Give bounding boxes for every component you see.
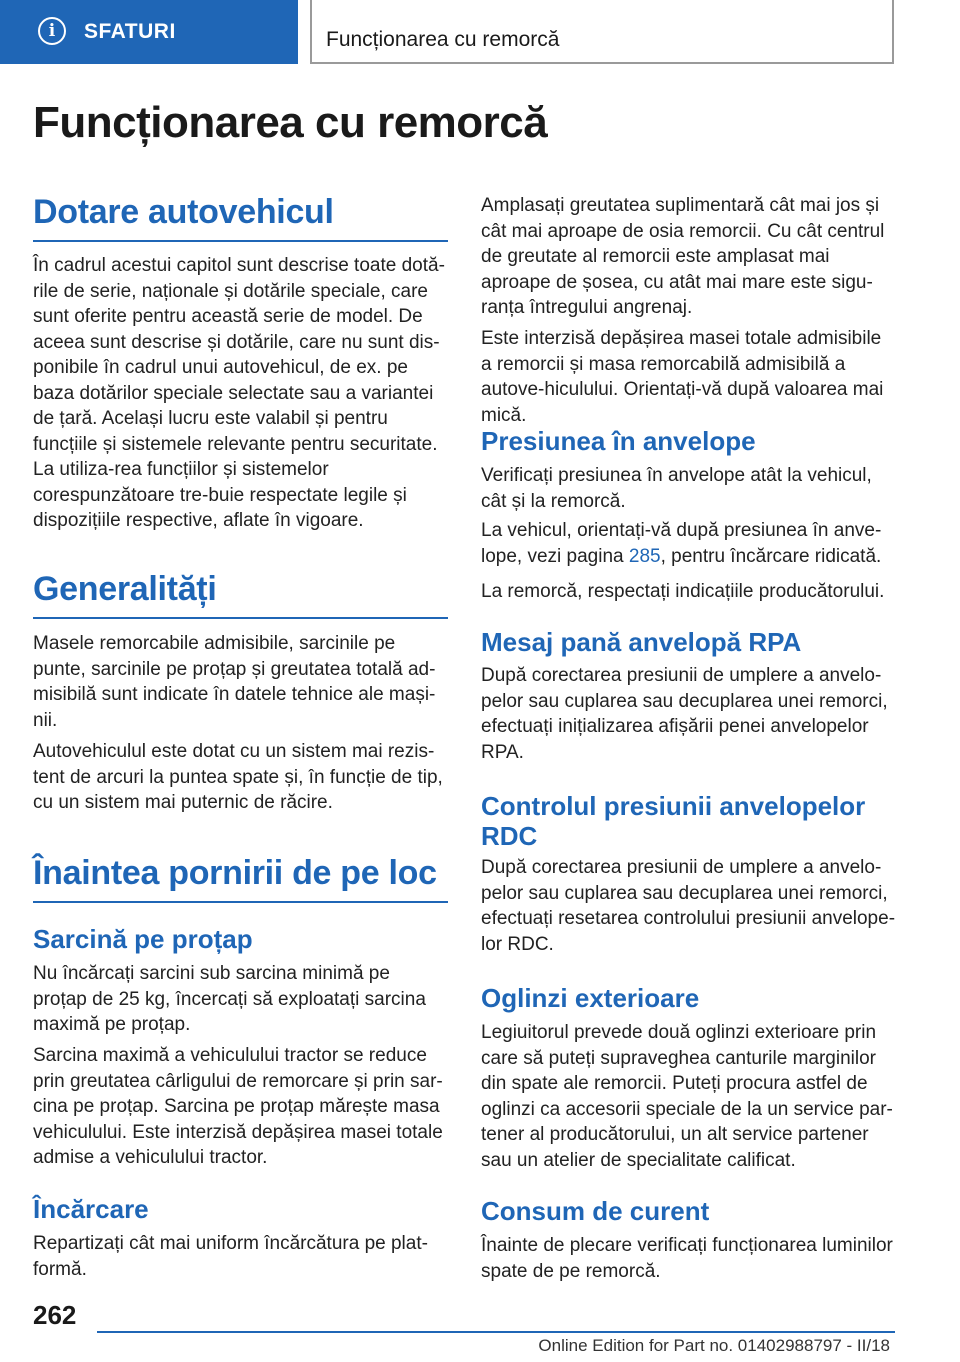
paragraph-generalitati-2: Autovehiculul este dotat cu un sistem mai rezis-tent de arcuri la puntea spate și, în funcție de tip, cu un sistem mai puternic de răcire. (33, 741, 443, 813)
heading-mesaj-pana-rpa: Mesaj pană anvelopă RPA (481, 627, 802, 657)
section-tab-label: SFATURI (84, 20, 176, 43)
page-title: Funcționarea cu remorcă (33, 98, 548, 147)
presiunea-text-before-link: La vehicul, orientați-vă după presiunea în anve-lope, vezi pagina (481, 520, 882, 567)
section-tab[interactable] (0, 0, 298, 64)
paragraph-consum: Înainte de plecare verificați funcționarea luminilor spate de pe remorcă. (481, 1235, 893, 1282)
page-285-link[interactable]: 285 (628, 545, 661, 567)
chapter-tab[interactable] (310, 0, 894, 64)
paragraph-incarcare: Repartizați cât mai uniform încărcătura pe plat-formă. (33, 1233, 428, 1280)
page-number: 262 (33, 1300, 77, 1330)
paragraph-sarcina-2: Sarcina maximă a vehiculului tractor se reduce prin greutatea cârligului de remorcare și prin sar-cina pe proțap. Sarcina pe proțap mărește masa vehiculului. Este interzisă depășirea masei totale admise a vehiculului tractor. (33, 1045, 443, 1168)
heading-controlul-presiunii-rdc: Controlul presiunii anvelopelor RDC (481, 791, 866, 851)
footer-divider (97, 1331, 895, 1333)
heading-oglinzi-exterioare: Oglinzi exterioare (481, 983, 700, 1013)
paragraph-presiunea-2 (481, 518, 896, 569)
paragraph-rpa: După corectarea presiunii de umplere a anvelo-pelor sau cuplarea sau decuplarea unei remorci, efectuați inițializarea afișării penei anvelopelor RPA. (481, 665, 888, 763)
paragraph-amplasati-2: Este interzisă depășirea masei totale admisibile a remorcii și masa remorcabilă admisibilă a autove-hiculului. Orientați-vă după valoarea mai mică. (481, 328, 884, 426)
heading-sarcina-pe-protap: Sarcină pe proțap (33, 924, 253, 954)
heading-incarcare: Încărcare (33, 1194, 149, 1224)
paragraph-amplasati-1: Amplasați greutatea suplimentară cât mai jos și cât mai aproape de osia remorcii. Cu cât centrul de greutate al remorcii este amplasat mai aproape de șosea, cu atât mai mare este sigu-ranța întregului angrenaj. (481, 195, 885, 318)
heading-generalitati: Generalități (33, 570, 448, 619)
info-icon: i (38, 17, 66, 45)
paragraph-rdc: După corectarea presiunii de umplere a anvelo-pelor sau cuplarea sau decuplarea unei remorci, efectuați resetarea controlului presiunii anvelope-lor RDC. (481, 857, 896, 955)
paragraph-presiunea-3: La remorcă, respectați indicațiile producătorului. (481, 581, 885, 602)
paragraph-dotare: În cadrul acestui capitol sunt descrise toate dotă-rile de serie, naționale și dotările speciale, care sunt oferite pentru această serie de model. De aceea sunt descrise și dotările, care nu sunt dis-ponibile în cadrul unui autovehicul, de ex. pe baza dotărilor speciale selectate sau a variantei de țară. Același lucru este valabil și pentru funcțiile și sistemele relevante pentru securitate. La utiliza-rea funcțiilor și sistemelor corespunzătoare tre-buie respectate legile și dispozițiile respective, aflate în vigoare. (33, 255, 445, 531)
paragraph-generalitati-1: Masele remorcabile admisibile, sarcinile pe punte, sarcinile pe proțap și greutatea totală ad-misibilă sunt indicate în datele tehnice ale mași-nii. (33, 633, 436, 731)
chapter-tab-label: Funcționarea cu remorcă (326, 28, 560, 51)
presiunea-text-after-link: , pentru încărcare ridicată. (660, 545, 882, 567)
edition-footer: Online Edition for Part no. 01402988797 - II/18 (538, 1336, 890, 1355)
paragraph-sarcina-1: Nu încărcați sarcini sub sarcina minimă pe proțap de 25 kg, încercați să exploatați sarcina maximă pe proțap. (33, 963, 426, 1035)
paragraph-presiunea-1: Verificați presiunea în anvelope atât la vehicul, cât și la remorcă. (481, 465, 872, 512)
heading-dotare-autovehicul: Dotare autovehicul (33, 193, 448, 242)
heading-inaintea-pornirii: Înaintea pornirii de pe loc (33, 854, 448, 903)
heading-consum-de-curent: Consum de curent (481, 1196, 710, 1226)
paragraph-oglinzi: Legiuitorul prevede două oglinzi exterioare prin care să puteți supraveghea canturile marginilor din spate ale remorcii. Puteți procura astfel de oglinzi ca accesorii speciale de la un service par-tener al producătorului, un alt service partener sau un atelier de specialitate calificat. (481, 1022, 893, 1171)
heading-presiunea-in-anvelope: Presiunea în anvelope (481, 426, 756, 456)
